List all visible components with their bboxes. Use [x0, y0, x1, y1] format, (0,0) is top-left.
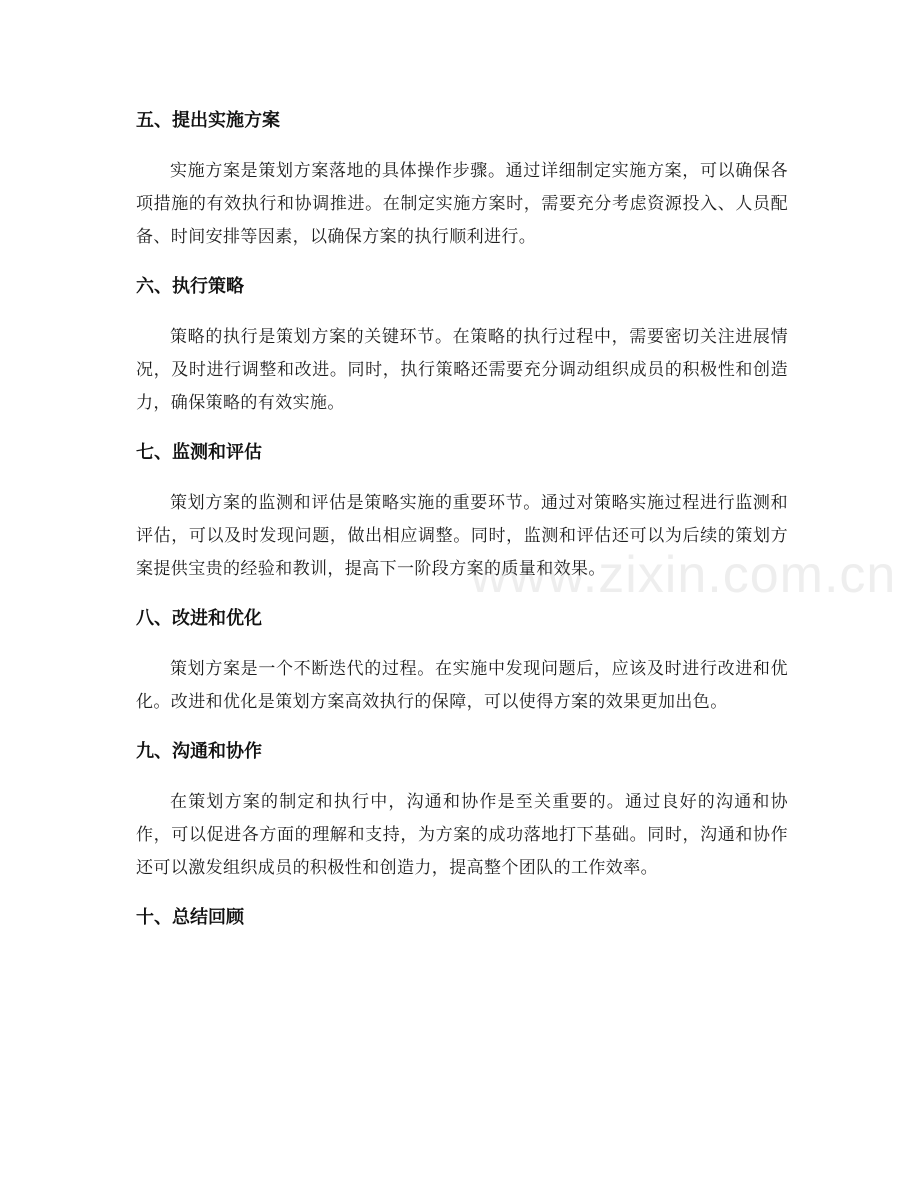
section-5: [0, 106, 920, 254]
section-8: [0, 604, 920, 719]
section-heading: 十、总结回顾: [136, 907, 244, 928]
watermark: www.zixin.com.cn: [470, 546, 897, 604]
section-heading: 九、沟通和协作: [136, 741, 262, 762]
section-paragraph: 策划方案是一个不断迭代的过程。在实施中发现问题后，应该及时进行改进和优化。改进和优化是策划方案高效执行的保障，可以使得方案的效果更加出色。: [136, 659, 788, 712]
section-heading: 八、改进和优化: [136, 608, 262, 629]
section-paragraph: 策略的执行是策划方案的关键环节。在策略的执行过程中，需要密切关注进展情况，及时进行调整和改进。同时，执行策略还需要充分调动组织成员的积极性和创造力，确保策略的有效实施。: [136, 327, 788, 413]
section-paragraph: 实施方案是策划方案落地的具体操作步骤。通过详细制定实施方案，可以确保各项措施的有效执行和协调推进。在制定实施方案时，需要充分考虑资源投入、人员配备、时间安排等因素，以确保方案的执行顺利进行。: [136, 161, 788, 247]
section-10: [0, 903, 920, 933]
section-heading: 七、监测和评估: [136, 442, 262, 463]
section-6: [0, 272, 920, 420]
section-7: [0, 438, 920, 586]
section-paragraph: 策划方案的监测和评估是策略实施的重要环节。通过对策略实施过程进行监测和评估，可以及时发现问题，做出相应调整。同时，监测和评估还可以为后续的策划方案提供宝贵的经验和教训，提高下一阶段方案的质量和效果。: [136, 493, 788, 579]
section-9: [0, 737, 920, 885]
section-paragraph: 在策划方案的制定和执行中，沟通和协作是至关重要的。通过良好的沟通和协作，可以促进各方面的理解和支持，为方案的成功落地打下基础。同时，沟通和协作还可以激发组织成员的积极性和创造力，提高整个团队的工作效率。: [136, 792, 788, 878]
section-heading: 六、执行策略: [136, 276, 244, 297]
section-heading: 五、提出实施方案: [136, 110, 280, 131]
